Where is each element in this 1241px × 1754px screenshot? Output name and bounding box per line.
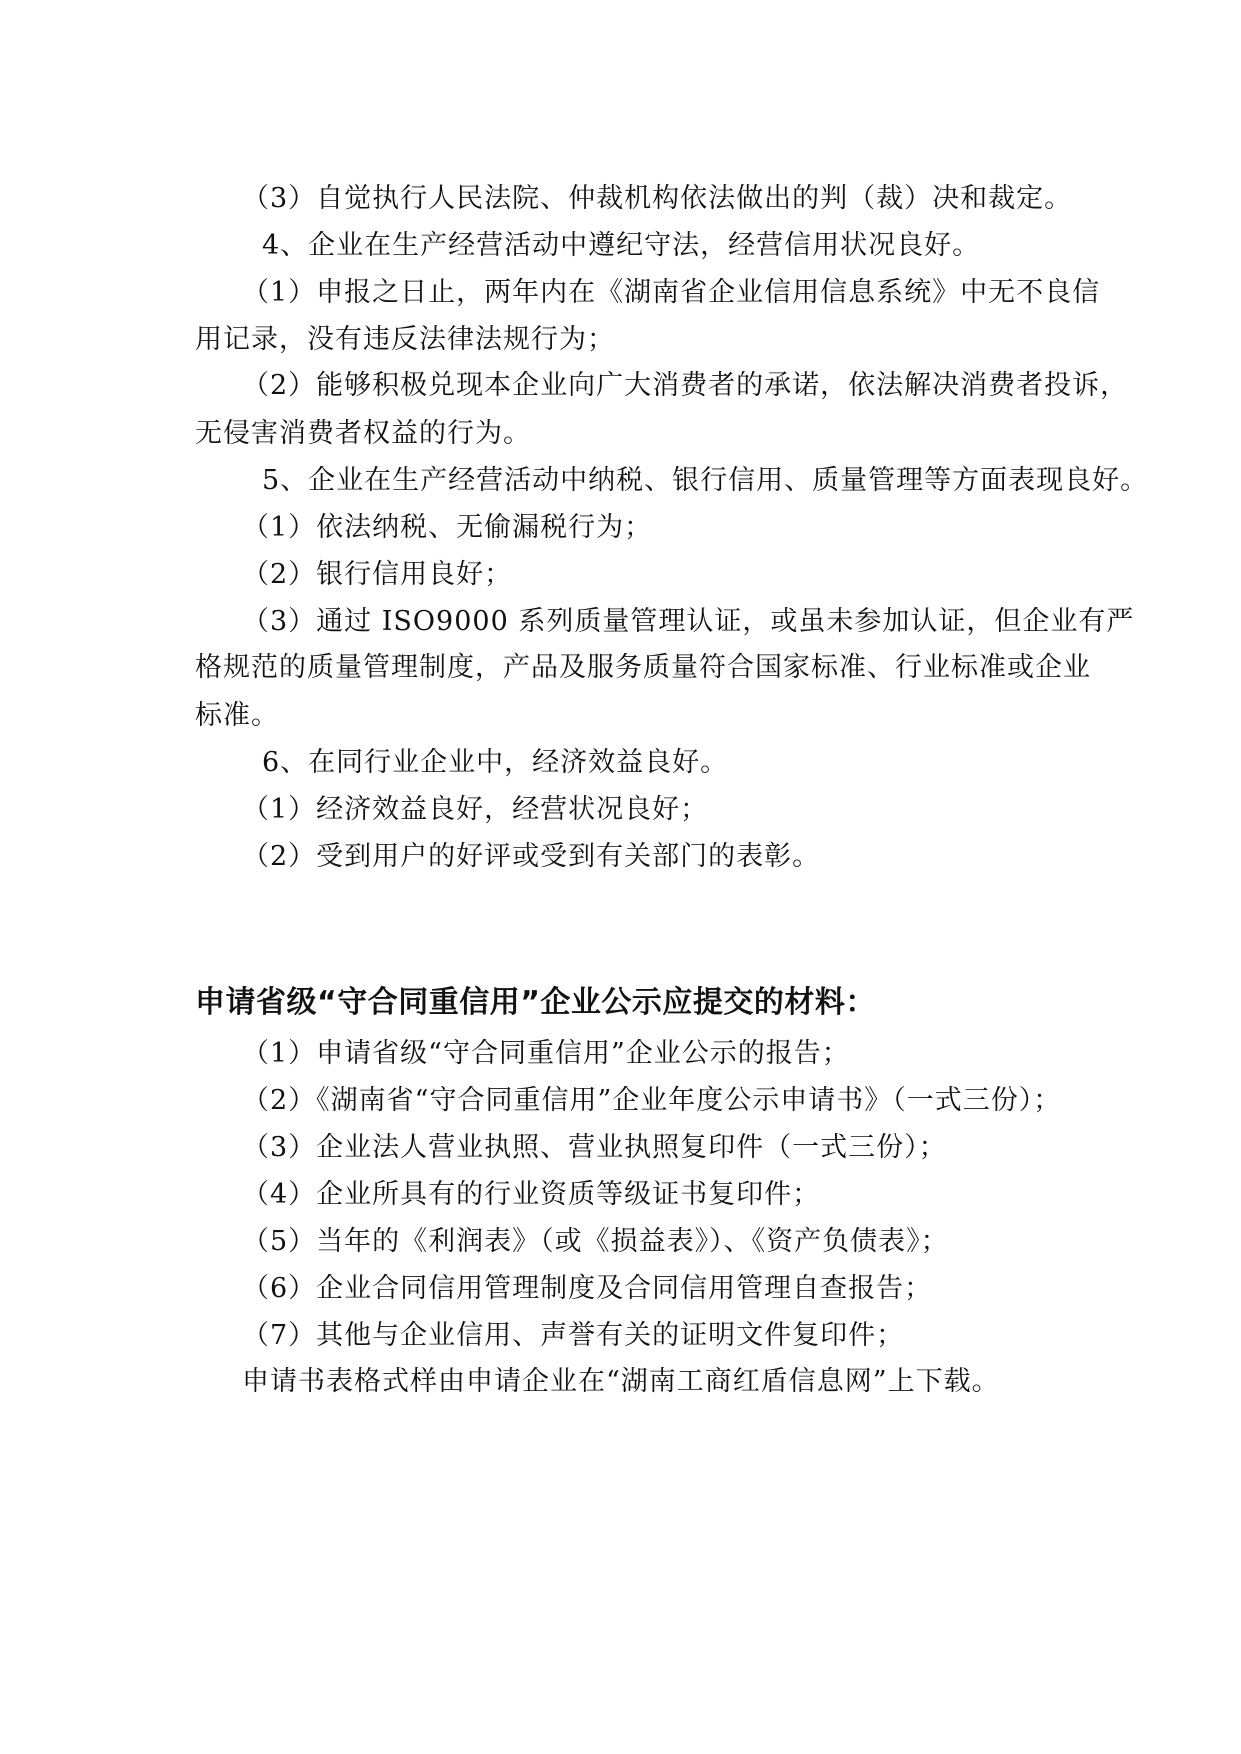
section-heading: 申请省级“守合同重信用”企业公示应提交的材料：: [195, 985, 876, 1020]
paragraph-line: （2）银行信用良好；: [242, 559, 513, 590]
paragraph-line: 5、企业在生产经营活动中纳税、银行信用、质量管理等方面表现良好。: [262, 465, 1149, 496]
list-item: （3）企业法人营业执照、营业执照复印件（一式三份）；: [242, 1132, 947, 1163]
list-item: （4）企业所具有的行业资质等级证书复印件；: [242, 1179, 821, 1210]
list-item: （2）《湖南省“守合同重信用”企业年度公示申请书》（一式三份）；: [242, 1085, 1062, 1116]
list-item: （7）其他与企业信用、声誉有关的证明文件复印件；: [242, 1320, 905, 1351]
closing-note: 申请书表格式样由申请企业在“湖南工商红盾信息网”上下载。: [242, 1366, 1000, 1397]
paragraph-line: 用记录，没有违反法律法规行为；: [195, 324, 615, 355]
paragraph-line: （3）通过 ISO9000 系列质量管理认证，或虽未参加认证，但企业有严: [242, 606, 1135, 637]
paragraph-line: （3）自觉执行人民法院、仲裁机构依法做出的判（裁）决和裁定。: [242, 183, 1073, 214]
paragraph-line: 4、企业在生产经营活动中遵纪守法，经营信用状况良好。: [262, 230, 981, 261]
list-item: （6）企业合同信用管理制度及合同信用管理自查报告；: [242, 1273, 933, 1304]
paragraph-line: （1）依法纳税、无偷漏税行为；: [242, 512, 653, 543]
paragraph-line: （2）能够积极兑现本企业向广大消费者的承诺，依法解决消费者投诉，: [242, 370, 1129, 401]
paragraph-line: （1）申报之日止，两年内在《湖南省企业信用信息系统》中无不良信: [242, 277, 1101, 308]
list-item: （5）当年的《利润表》（或《损益表》）、《资产负债表》；: [242, 1226, 949, 1257]
paragraph-line: （2）受到用户的好评或受到有关部门的表彰。: [242, 841, 821, 872]
paragraph-line: （1）经济效益良好，经营状况良好；: [242, 794, 709, 825]
paragraph-line: 6、在同行业企业中，经济效益良好。: [262, 747, 729, 778]
list-item: （1）申请省级“守合同重信用”企业公示的报告；: [242, 1038, 850, 1069]
paragraph-line: 格规范的质量管理制度，产品及服务质量符合国家标准、行业标准或企业: [195, 652, 1091, 683]
paragraph-line: 标准。: [195, 700, 279, 731]
paragraph-line: 无侵害消费者权益的行为。: [195, 418, 531, 449]
